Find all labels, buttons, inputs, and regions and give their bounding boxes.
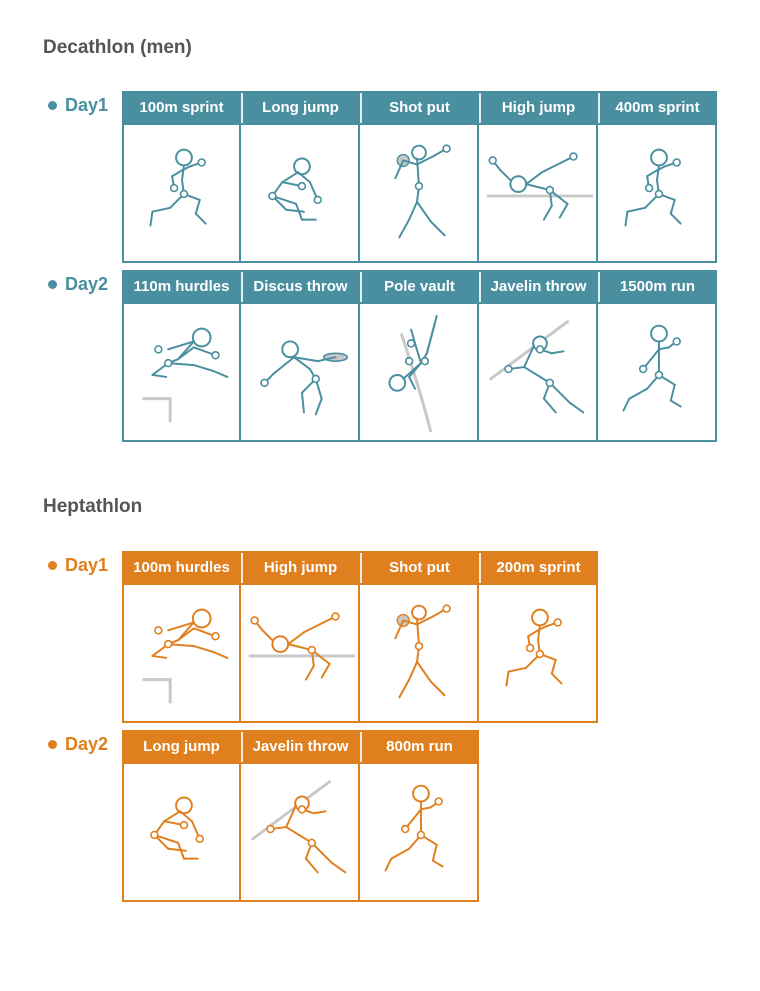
event-card (598, 91, 717, 263)
day-label (48, 555, 108, 576)
event-name: Long jump (241, 93, 358, 123)
shot-put-figure-icon (360, 585, 477, 721)
javelin-figure-icon (241, 764, 358, 900)
day-bullet-icon (48, 280, 57, 289)
event-illustration (479, 302, 596, 440)
hurdles-figure-icon (124, 304, 239, 440)
discus-figure-icon (241, 304, 358, 440)
sprint-figure-icon (598, 125, 715, 261)
event-name: Discus throw (241, 272, 358, 302)
event-name: 100m sprint (124, 93, 239, 123)
event-card (122, 91, 241, 263)
day-label (48, 274, 108, 295)
event-card (360, 270, 479, 442)
event-card (122, 730, 241, 902)
day-label-text: Day2 (65, 274, 109, 294)
long-jump-figure-icon (124, 764, 239, 900)
event-name: 110m hurdles (124, 272, 239, 302)
event-illustration (124, 123, 239, 261)
event-illustration (241, 302, 358, 440)
day-label-text: Day2 (65, 734, 109, 754)
hurdles-figure-icon (124, 585, 239, 721)
event-illustration (360, 583, 477, 721)
decathlon-day1-row (0, 91, 760, 263)
day-label (48, 734, 108, 755)
event-illustration (360, 762, 477, 900)
heptathlon-day2-row (0, 730, 760, 902)
event-card (241, 730, 360, 902)
sprint-figure-icon (124, 125, 239, 261)
event-name: Javelin throw (241, 732, 358, 762)
day-bullet-icon (48, 561, 57, 570)
event-name: Long jump (124, 732, 239, 762)
event-illustration (124, 583, 239, 721)
runner-figure-icon (360, 764, 477, 900)
high-jump-figure-icon (241, 585, 358, 721)
decathlon-title: Decathlon (men) (43, 37, 192, 58)
event-name: High jump (241, 553, 358, 583)
event-name: Javelin throw (479, 272, 596, 302)
event-illustration (360, 123, 477, 261)
runner-figure-icon (598, 304, 715, 440)
event-name: 1500m run (598, 272, 715, 302)
event-illustration (241, 762, 358, 900)
event-illustration (598, 302, 715, 440)
event-illustration (124, 762, 239, 900)
pole-vault-figure-icon (360, 304, 477, 440)
day-label-text: Day1 (65, 555, 109, 575)
heptathlon-day1-row (0, 551, 760, 723)
event-name: Shot put (360, 93, 477, 123)
event-card (122, 270, 241, 442)
event-illustration (598, 123, 715, 261)
event-illustration (479, 583, 596, 721)
sprint-figure-icon (479, 585, 596, 721)
event-name: 800m run (360, 732, 477, 762)
day-label (48, 95, 108, 116)
event-illustration (479, 123, 596, 261)
event-card (241, 91, 360, 263)
event-illustration (360, 302, 477, 440)
event-name: 100m hurdles (124, 553, 239, 583)
event-name: Pole vault (360, 272, 477, 302)
event-card (360, 551, 479, 723)
event-name: 200m sprint (479, 553, 596, 583)
day-bullet-icon (48, 101, 57, 110)
event-name: 400m sprint (598, 93, 715, 123)
event-card (479, 551, 598, 723)
event-illustration (241, 583, 358, 721)
day-bullet-icon (48, 740, 57, 749)
event-card (241, 551, 360, 723)
event-card (479, 270, 598, 442)
event-name: High jump (479, 93, 596, 123)
event-card (479, 91, 598, 263)
shot-put-figure-icon (360, 125, 477, 261)
event-name: Shot put (360, 553, 477, 583)
event-card (360, 730, 479, 902)
day-label-text: Day1 (65, 95, 109, 115)
high-jump-figure-icon (479, 125, 596, 261)
decathlon-day2-row (0, 270, 760, 442)
heptathlon-title: Heptathlon (43, 496, 143, 517)
event-card (598, 270, 717, 442)
javelin-figure-icon (479, 304, 596, 440)
event-card (241, 270, 360, 442)
event-card (122, 551, 241, 723)
event-card (360, 91, 479, 263)
event-illustration (241, 123, 358, 261)
long-jump-figure-icon (241, 125, 358, 261)
event-illustration (124, 302, 239, 440)
